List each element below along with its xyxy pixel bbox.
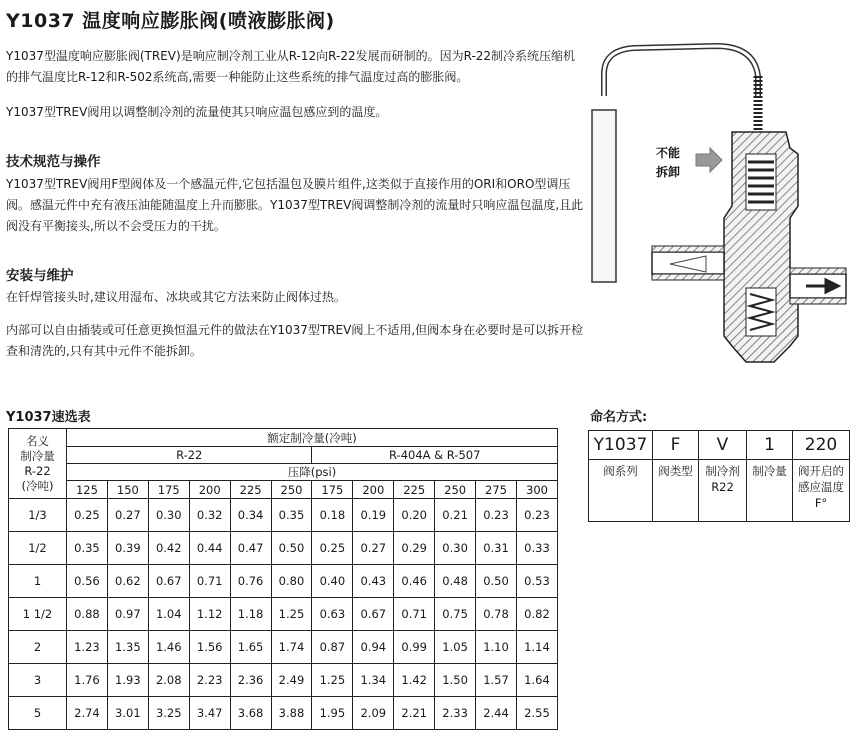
non-removable-label-line2: 拆卸: [656, 165, 681, 179]
tons-cell: 1: [9, 565, 67, 598]
capacity-cell: 0.23: [476, 499, 517, 532]
capacity-cell: 0.47: [230, 532, 271, 565]
naming-description-line: F°: [814, 496, 828, 510]
naming-description-cell: [793, 460, 850, 522]
capacity-cell: 1.10: [476, 631, 517, 664]
capacity-cell: 1.42: [394, 664, 435, 697]
capacity-cell: 0.40: [312, 565, 353, 598]
pressure-cell: 250: [271, 481, 312, 499]
naming-description-line: 阀类型: [658, 464, 693, 478]
valve-cross-section-diagram: [586, 36, 848, 382]
capacity-cell: 1.95: [312, 697, 353, 730]
pressure-drop-header: 压降(psi): [67, 464, 558, 481]
pressure-row: [9, 481, 558, 499]
capacity-cell: 1.64: [516, 664, 557, 697]
capacity-cell: 1.57: [476, 664, 517, 697]
pressure-cell: 250: [435, 481, 476, 499]
naming-code-row: [589, 431, 850, 460]
capacity-cell: 0.88: [67, 598, 108, 631]
sensing-bulb: [592, 110, 616, 282]
capacity-cell: 0.97: [107, 598, 148, 631]
naming-title: 命名方式:: [590, 410, 648, 425]
pressure-cell: 200: [189, 481, 230, 499]
selection-table: [8, 428, 558, 730]
capacity-cell: 1.05: [435, 631, 476, 664]
capacity-cell: 0.27: [353, 532, 394, 565]
inlet-port: [652, 246, 724, 280]
capacity-cell: 1.76: [67, 664, 108, 697]
capacity-cell: 0.42: [148, 532, 189, 565]
capacity-cell: 0.87: [312, 631, 353, 664]
capacity-cell: 1.14: [516, 631, 557, 664]
naming-code-cell: V: [699, 431, 747, 460]
table-row: [9, 499, 558, 532]
capacity-cell: 0.48: [435, 565, 476, 598]
naming-description-row: [589, 460, 850, 522]
pointer-arrow-icon: [696, 148, 722, 172]
capacity-cell: 0.46: [394, 565, 435, 598]
capacity-cell: 0.71: [189, 565, 230, 598]
capacity-cell: 2.09: [353, 697, 394, 730]
capacity-cell: 0.67: [353, 598, 394, 631]
tons-cell: 3: [9, 664, 67, 697]
capillary-tube: [604, 46, 758, 96]
selection-table-title: Y1037速选表: [6, 410, 91, 425]
pressure-cell: 300: [516, 481, 557, 499]
capacity-cell: 0.30: [435, 532, 476, 565]
naming-description-line: 制冷量: [752, 464, 787, 478]
pressure-cell: 275: [476, 481, 517, 499]
capacity-cell: 0.31: [476, 532, 517, 565]
naming-description-line: 阀系列: [603, 464, 638, 478]
capacity-cell: 0.53: [516, 565, 557, 598]
capacity-cell: 0.50: [271, 532, 312, 565]
capacity-cell: 1.23: [67, 631, 108, 664]
rated-capacity-header: 额定制冷量(冷吨): [67, 429, 558, 447]
spec-heading: 技术规范与操作: [6, 154, 101, 170]
table-row: [9, 598, 558, 631]
capacity-cell: 1.34: [353, 664, 394, 697]
naming-description-line: 感应温度: [798, 480, 844, 494]
capacity-cell: 0.43: [353, 565, 394, 598]
capacity-cell: 0.76: [230, 565, 271, 598]
capacity-cell: 3.47: [189, 697, 230, 730]
capacity-cell: 1.74: [271, 631, 312, 664]
table-row: [9, 532, 558, 565]
capacity-cell: 0.21: [435, 499, 476, 532]
capacity-cell: 0.18: [312, 499, 353, 532]
naming-description-cell: [653, 460, 699, 522]
nominal-capacity-header: 名义 制冷量 R-22 (冷吨): [9, 429, 67, 499]
refrigerant-r22-header: R-22: [67, 447, 312, 464]
capacity-cell: 0.35: [67, 532, 108, 565]
capacity-cell: 0.80: [271, 565, 312, 598]
capacity-cell: 1.93: [107, 664, 148, 697]
naming-code-cell: Y1037: [589, 431, 653, 460]
capacity-cell: 2.44: [476, 697, 517, 730]
install-paragraph-1: 在钎焊管接头时,建议用湿布、冰块或其它方法来防止阀体过热。: [6, 290, 346, 304]
capacity-cell: 0.25: [312, 532, 353, 565]
capacity-cell: 0.75: [435, 598, 476, 631]
capacity-cell: 2.36: [230, 664, 271, 697]
tons-cell: 5: [9, 697, 67, 730]
capacity-cell: 0.23: [516, 499, 557, 532]
naming-description-line: 阀开启的: [798, 464, 844, 478]
capacity-cell: 0.35: [271, 499, 312, 532]
tons-cell: 1/2: [9, 532, 67, 565]
capacity-cell: 0.56: [67, 565, 108, 598]
capacity-cell: 1.12: [189, 598, 230, 631]
refrigerant-r404a-header: R-404A & R-507: [312, 447, 558, 464]
pressure-cell: 225: [394, 481, 435, 499]
pressure-cell: 150: [107, 481, 148, 499]
tons-cell: 2: [9, 631, 67, 664]
capacity-cell: 3.68: [230, 697, 271, 730]
capacity-cell: 0.82: [516, 598, 557, 631]
pressure-cell: 125: [67, 481, 108, 499]
capacity-cell: 2.49: [271, 664, 312, 697]
capacity-cell: 0.71: [394, 598, 435, 631]
capacity-cell: 1.18: [230, 598, 271, 631]
capacity-cell: 0.62: [107, 565, 148, 598]
capacity-cell: 0.33: [516, 532, 557, 565]
capacity-cell: 2.21: [394, 697, 435, 730]
capacity-cell: 0.29: [394, 532, 435, 565]
table-row: [9, 697, 558, 730]
capacity-cell: 0.78: [476, 598, 517, 631]
naming-code-cell: 220: [793, 431, 850, 460]
naming-description-line: R22: [711, 480, 734, 494]
capacity-cell: 0.25: [67, 499, 108, 532]
capacity-cell: 0.50: [476, 565, 517, 598]
pressure-cell: 225: [230, 481, 271, 499]
intro-paragraph-1: Y1037型温度响应膨胀阀(TREV)是响应制冷剂工业从R-12向R-22发展而研制的。因为R-22制冷系统压缩机的排气温度比R-12和R-502系统高,需要一种能防止这些系统的排气温度过高的膨胀阀。: [6, 49, 576, 84]
capacity-cell: 1.65: [230, 631, 271, 664]
capacity-cell: 0.20: [394, 499, 435, 532]
naming-description-cell: [589, 460, 653, 522]
capacity-cell: 0.27: [107, 499, 148, 532]
capacity-cell: 2.55: [516, 697, 557, 730]
capacity-cell: 0.39: [107, 532, 148, 565]
tons-cell: 1 1/2: [9, 598, 67, 631]
table-row: [9, 664, 558, 697]
tons-cell: 1/3: [9, 499, 67, 532]
capacity-cell: 3.25: [148, 697, 189, 730]
capacity-cell: 0.99: [394, 631, 435, 664]
capacity-cell: 0.44: [189, 532, 230, 565]
capacity-cell: 3.01: [107, 697, 148, 730]
page-title: Y1037 温度响应膨胀阀(喷液膨胀阀): [6, 10, 335, 32]
table-row: [9, 631, 558, 664]
capacity-cell: 0.34: [230, 499, 271, 532]
capacity-cell: 0.19: [353, 499, 394, 532]
capacity-cell: 1.25: [312, 664, 353, 697]
pressure-cell: 200: [353, 481, 394, 499]
capacity-cell: 1.56: [189, 631, 230, 664]
spec-paragraph: Y1037型TREV阀用F型阀体及一个感温元件,它包括温包及膜片组件,这类似于直接作用的ORI和ORO型调压阀。感温元件中充有液压油能随温度上升而膨胀。Y1037型TREV阀调整制冷剂的流量时只响应温包温度,且此阀没有平衡接头,所以不会受压力的干扰。: [6, 177, 584, 233]
capacity-cell: 1.25: [271, 598, 312, 631]
capacity-cell: 0.94: [353, 631, 394, 664]
naming-description-cell: [699, 460, 747, 522]
capacity-cell: 0.30: [148, 499, 189, 532]
install-paragraph-2: 内部可以自由插装或可任意更换恒温元件的做法在Y1037型TREV阀上不适用,但阀本身在必要时是可以拆开检查和清洗的,只有其中元件不能拆卸。: [6, 323, 584, 358]
pressure-cell: 175: [148, 481, 189, 499]
valve-body: [724, 132, 798, 362]
selection-table-body: [9, 499, 558, 730]
naming-code-cell: F: [653, 431, 699, 460]
table-row: [9, 565, 558, 598]
capacity-cell: 1.50: [435, 664, 476, 697]
capacity-cell: 1.04: [148, 598, 189, 631]
capacity-cell: 0.32: [189, 499, 230, 532]
naming-code-cell: 1: [747, 431, 793, 460]
naming-description-cell: [747, 460, 793, 522]
naming-table: [588, 430, 850, 522]
capacity-cell: 0.67: [148, 565, 189, 598]
capacity-cell: 2.23: [189, 664, 230, 697]
install-heading: 安装与维护: [6, 268, 74, 284]
non-removable-label-line1: 不能: [656, 146, 681, 160]
pressure-cell: 175: [312, 481, 353, 499]
intro-paragraph-2: Y1037型TREV阀用以调整制冷剂的流量使其只响应温包感应到的温度。: [6, 105, 388, 119]
naming-description-line: 制冷剂: [705, 464, 740, 478]
capacity-cell: 1.35: [107, 631, 148, 664]
capacity-cell: 3.88: [271, 697, 312, 730]
capacity-cell: 1.46: [148, 631, 189, 664]
capacity-cell: 2.74: [67, 697, 108, 730]
capacity-cell: 0.63: [312, 598, 353, 631]
capacity-cell: 2.08: [148, 664, 189, 697]
capacity-cell: 2.33: [435, 697, 476, 730]
